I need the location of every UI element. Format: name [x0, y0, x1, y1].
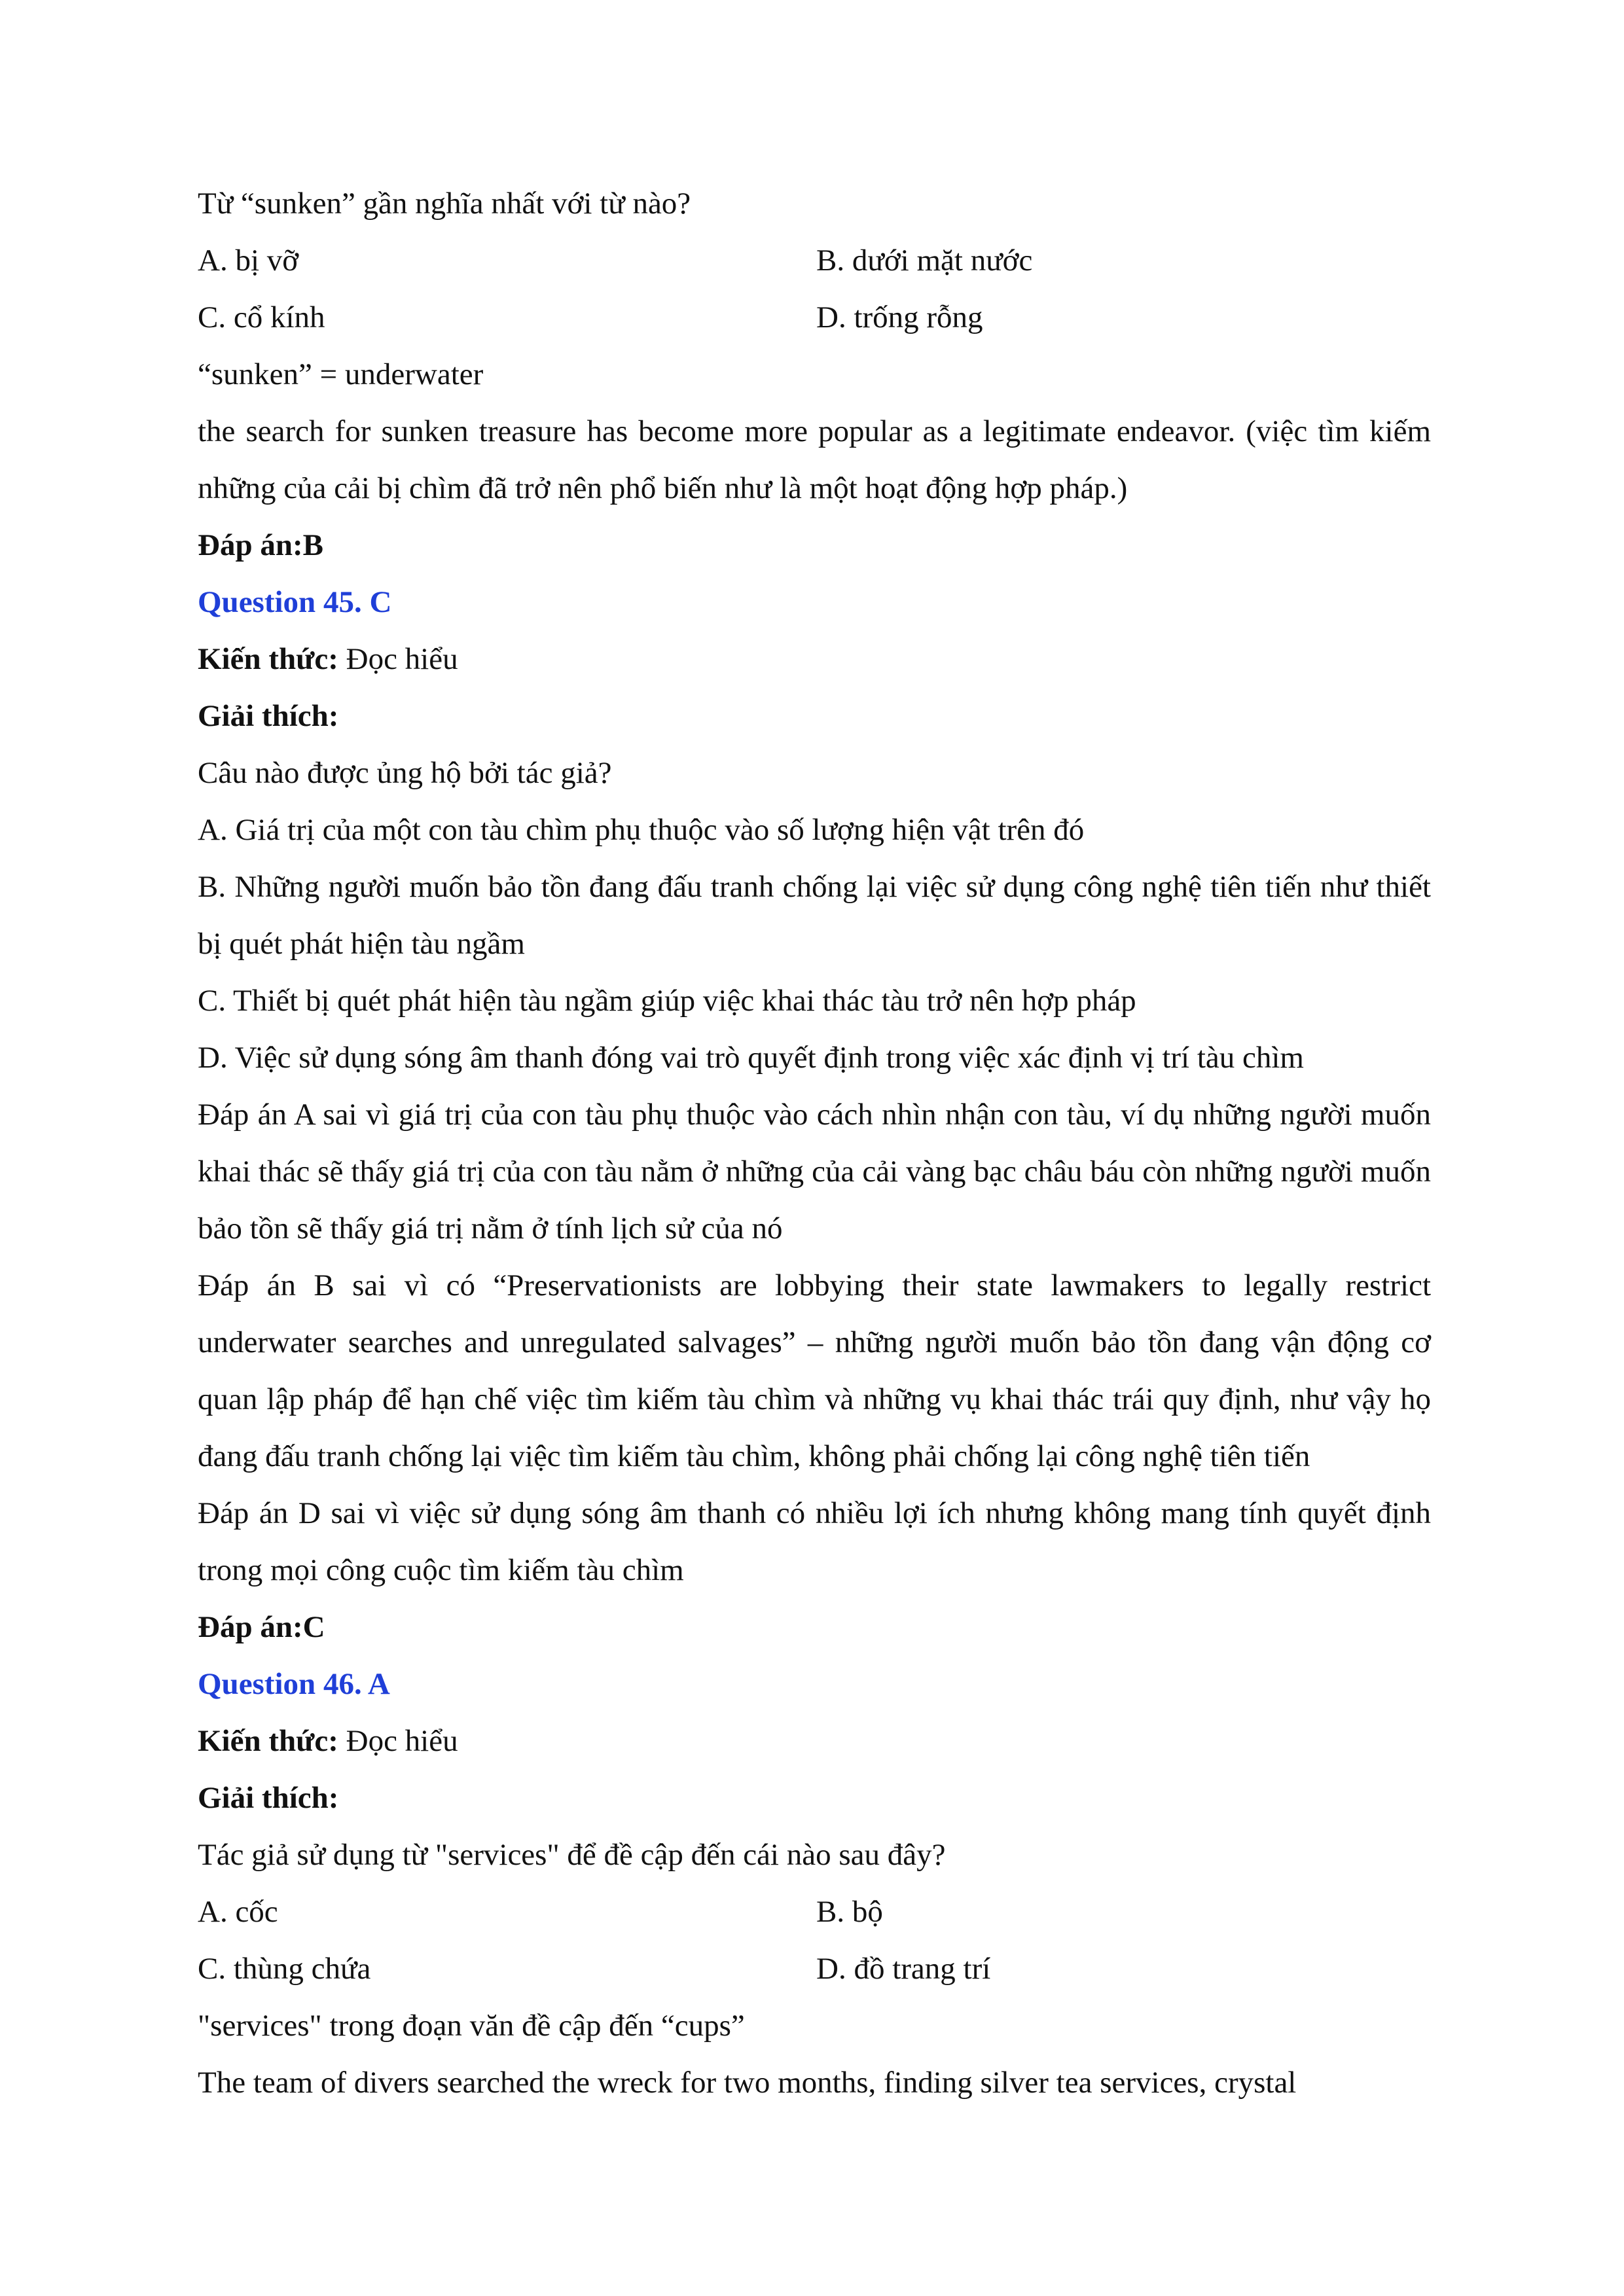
q45-answer: Đáp án:C — [198, 1610, 325, 1644]
q46-question: Tác giả sử dụng từ "services" để đề cập đến cái nào sau đây? — [198, 1838, 946, 1872]
q46-passage: The team of divers searched the wreck for two months, finding silver tea services, crystal — [198, 2066, 1297, 2100]
q44-option-b: B. dưới mặt nước — [816, 243, 1033, 278]
q45-option-b: B. Những người muốn bảo tồn đang đấu tranh chống lại việc sử dụng công nghệ tiên tiến như thiết bị quét phát hiện tàu ngầm — [198, 870, 1431, 961]
document-page — [198, 175, 1431, 2111]
q45-knowledge-value: Đọc hiểu — [338, 642, 458, 676]
q45-knowledge-label: Kiến thức: — [198, 642, 338, 676]
q44-option-c: C. cổ kính — [198, 300, 325, 334]
q45-reason-d: Đáp án D sai vì việc sử dụng sóng âm thanh có nhiều lợi ích nhưng không mang tính quyết định trong mọi công cuộc tìm kiếm tàu chìm — [198, 1496, 1431, 1587]
q46-option-b: B. bộ — [816, 1895, 883, 1929]
q45-option-d: D. Việc sử dụng sóng âm thanh đóng vai trò quyết định trong việc xác định vị trí tàu chìm — [198, 1041, 1304, 1075]
q45-question: Câu nào được ủng hộ bởi tác giả? — [198, 756, 612, 790]
q44-explanation: the search for sunken treasure has become more popular as a legitimate endeavor. (việc tìm kiếm những của cải bị chìm đã trở nên phổ biến như là một hoạt động hợp pháp.) — [198, 414, 1431, 505]
q46-options-row-2 — [198, 1941, 1431, 1998]
q46-heading: Question 46. A — [198, 1667, 390, 1701]
q45-reason-b: Đáp án B sai vì có “Preservationists are lobbying their state lawmakers to legally restrict underwater searches and unregulated salvages” – những người muốn bảo tồn đang vận động cơ quan lập pháp để hạn chế việc tìm kiếm tàu chìm và những vụ khai thác trái quy định, như vậy họ đang đấu tranh chống lại việc tìm kiếm tàu chìm, không phải chống lại công nghệ tiên tiến — [198, 1268, 1431, 1473]
q44-option-d: D. trống rỗng — [816, 300, 983, 334]
q45-reason-a: Đáp án A sai vì giá trị của con tàu phụ thuộc vào cách nhìn nhận con tàu, ví dụ những người muốn khai thác sẽ thấy giá trị của con tàu nằm ở những của cải vàng bạc châu báu còn những người muốn bảo tồn sẽ thấy giá trị nằm ở tính lịch sử của nó — [198, 1098, 1431, 1246]
q46-option-a: A. cốc — [198, 1895, 278, 1929]
q45-option-c: C. Thiết bị quét phát hiện tàu ngầm giúp việc khai thác tàu trở nên hợp pháp — [198, 984, 1136, 1018]
q46-knowledge-value: Đọc hiểu — [338, 1724, 458, 1758]
q46-option-d: D. đồ trang trí — [816, 1952, 991, 1986]
q46-note: "services" trong đoạn văn đề cập đến “cups” — [198, 2009, 745, 2043]
q45-option-a: A. Giá trị của một con tàu chìm phụ thuộc vào số lượng hiện vật trên đó — [198, 813, 1085, 847]
q46-knowledge-label: Kiến thức: — [198, 1724, 338, 1758]
q44-answer: Đáp án:B — [198, 528, 323, 562]
q44-question: Từ “sunken” gần nghĩa nhất với từ nào? — [198, 187, 691, 221]
q46-options-row-1 — [198, 1884, 1431, 1941]
q44-option-a: A. bị vỡ — [198, 243, 299, 278]
q46-knowledge — [198, 1713, 1431, 1770]
q44-note: “sunken” = underwater — [198, 357, 484, 391]
q45-heading: Question 45. C — [198, 585, 392, 619]
q45-knowledge — [198, 631, 1431, 688]
q45-explain-label: Giải thích: — [198, 699, 339, 733]
q46-explain-label: Giải thích: — [198, 1781, 339, 1815]
q44-options-row-2 — [198, 289, 1431, 346]
q46-option-c: C. thùng chứa — [198, 1952, 371, 1986]
q44-options-row-1 — [198, 232, 1431, 289]
